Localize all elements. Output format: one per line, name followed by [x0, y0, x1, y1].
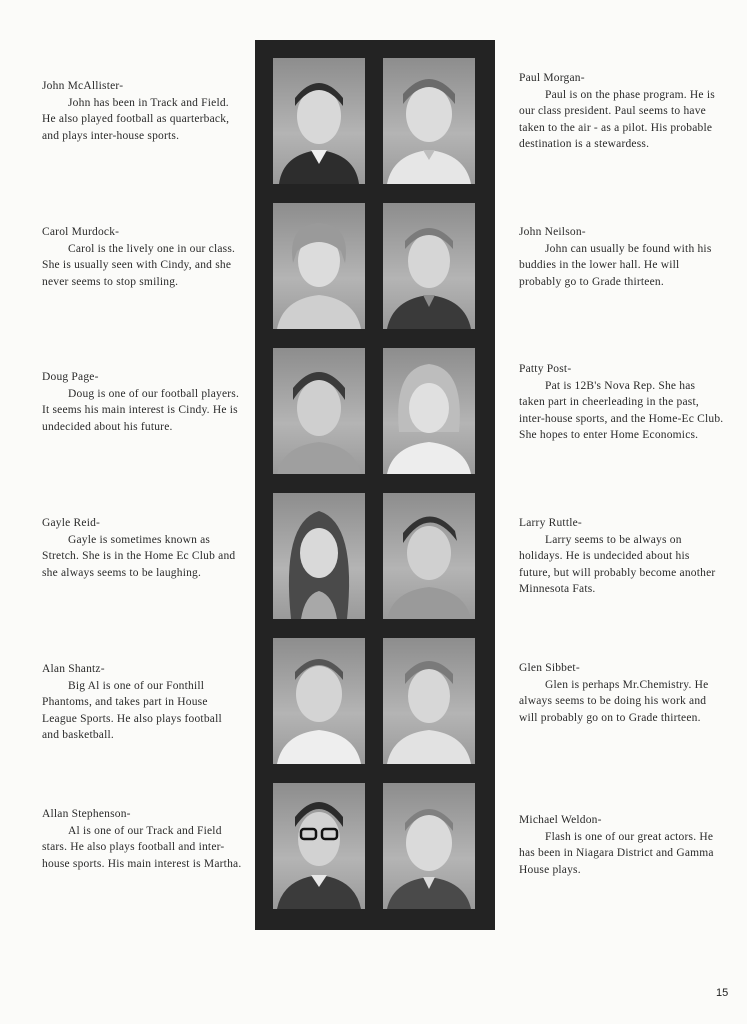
photo-strip [255, 40, 495, 930]
bio-paul-morgan [519, 70, 724, 153]
bio-alan-shantz [42, 661, 242, 744]
portrait-photo-alan-shantz [273, 638, 365, 764]
page-number: 15 [716, 987, 729, 999]
student-name: Alan Shantz- [42, 663, 105, 675]
portrait-photo-michael-weldon [383, 783, 475, 909]
student-bio: Carol is the lively one in our class. She is usually seen with Cindy, and she never seems to stop smiling. [42, 242, 236, 288]
student-name: Carol Murdock- [42, 226, 120, 238]
bio-glen-sibbet [519, 660, 724, 726]
bio-allan-stephenson [42, 806, 242, 872]
student-bio: John can usually be found with his buddies in the lower hall. He will probably go to Grade thirteen. [519, 242, 712, 288]
student-name: Paul Morgan- [519, 72, 585, 84]
portrait-photo-gayle-reid [273, 493, 365, 619]
portrait-photo-john-neilson [383, 203, 475, 329]
bio-gayle-reid [42, 515, 242, 581]
student-bio: John has been in Track and Field. He also played football as quarterback, and plays inter-house sports. [42, 96, 230, 142]
student-name: John Neilson- [519, 226, 586, 238]
portrait-photo-carol-murdock [273, 203, 365, 329]
student-bio: Big Al is one of our Fonthill Phantoms, and takes part in House League Sports. He also plays football and basketball. [42, 679, 222, 741]
student-bio: Larry seems to be always on holidays. He is undecided about his future, but will probably become another Minnesota Fats. [519, 533, 716, 595]
portrait-photo-allan-stephenson [273, 783, 365, 909]
bio-john-mcallister [42, 78, 242, 144]
student-name: John McAllister- [42, 80, 124, 92]
student-bio: Flash is one of our great actors. He has been in Niagara District and Gamma House plays. [519, 830, 714, 876]
student-name: Allan Stephenson- [42, 808, 131, 820]
portrait-photo-paul-morgan [383, 58, 475, 184]
student-name: Gayle Reid- [42, 517, 101, 529]
bio-michael-weldon [519, 812, 724, 878]
student-name: Patty Post- [519, 363, 572, 375]
portrait-photo-glen-sibbet [383, 638, 475, 764]
bio-john-neilson [519, 224, 724, 290]
student-name: Glen Sibbet- [519, 662, 580, 674]
bio-doug-page [42, 369, 242, 435]
portrait-photo-patty-post [383, 348, 475, 474]
portrait-photo-john-mcallister [273, 58, 365, 184]
student-name: Doug Page- [42, 371, 99, 383]
student-name: Larry Ruttle- [519, 517, 582, 529]
student-bio: Paul is on the phase program. He is our class president. Paul seems to have taken to the air - as a pilot. His probable destination is a stewardess. [519, 88, 715, 150]
student-bio: Glen is perhaps Mr.Chemistry. He always seems to be doing his work and will probably go on to Grade thirteen. [519, 678, 709, 724]
portrait-photo-doug-page [273, 348, 365, 474]
bio-carol-murdock [42, 224, 242, 290]
portrait-photo-larry-ruttle [383, 493, 475, 619]
student-bio: Al is one of our Track and Field stars. He also plays football and inter-house sports. His main interest is Martha. [42, 824, 242, 870]
student-bio: Doug is one of our football players. It seems his main interest is Cindy. He is undecided about his future. [42, 387, 240, 433]
bio-patty-post [519, 361, 724, 444]
student-bio: Gayle is sometimes known as Stretch. She is in the Home Ec Club and she always seems to be laughing. [42, 533, 236, 579]
bio-larry-ruttle [519, 515, 724, 598]
student-bio: Pat is 12B's Nova Rep. She has taken part in cheerleading in the past, inter-house sports, and the Home-Ec Club. She hopes to enter Home Economics. [519, 379, 724, 441]
student-name: Michael Weldon- [519, 814, 602, 826]
